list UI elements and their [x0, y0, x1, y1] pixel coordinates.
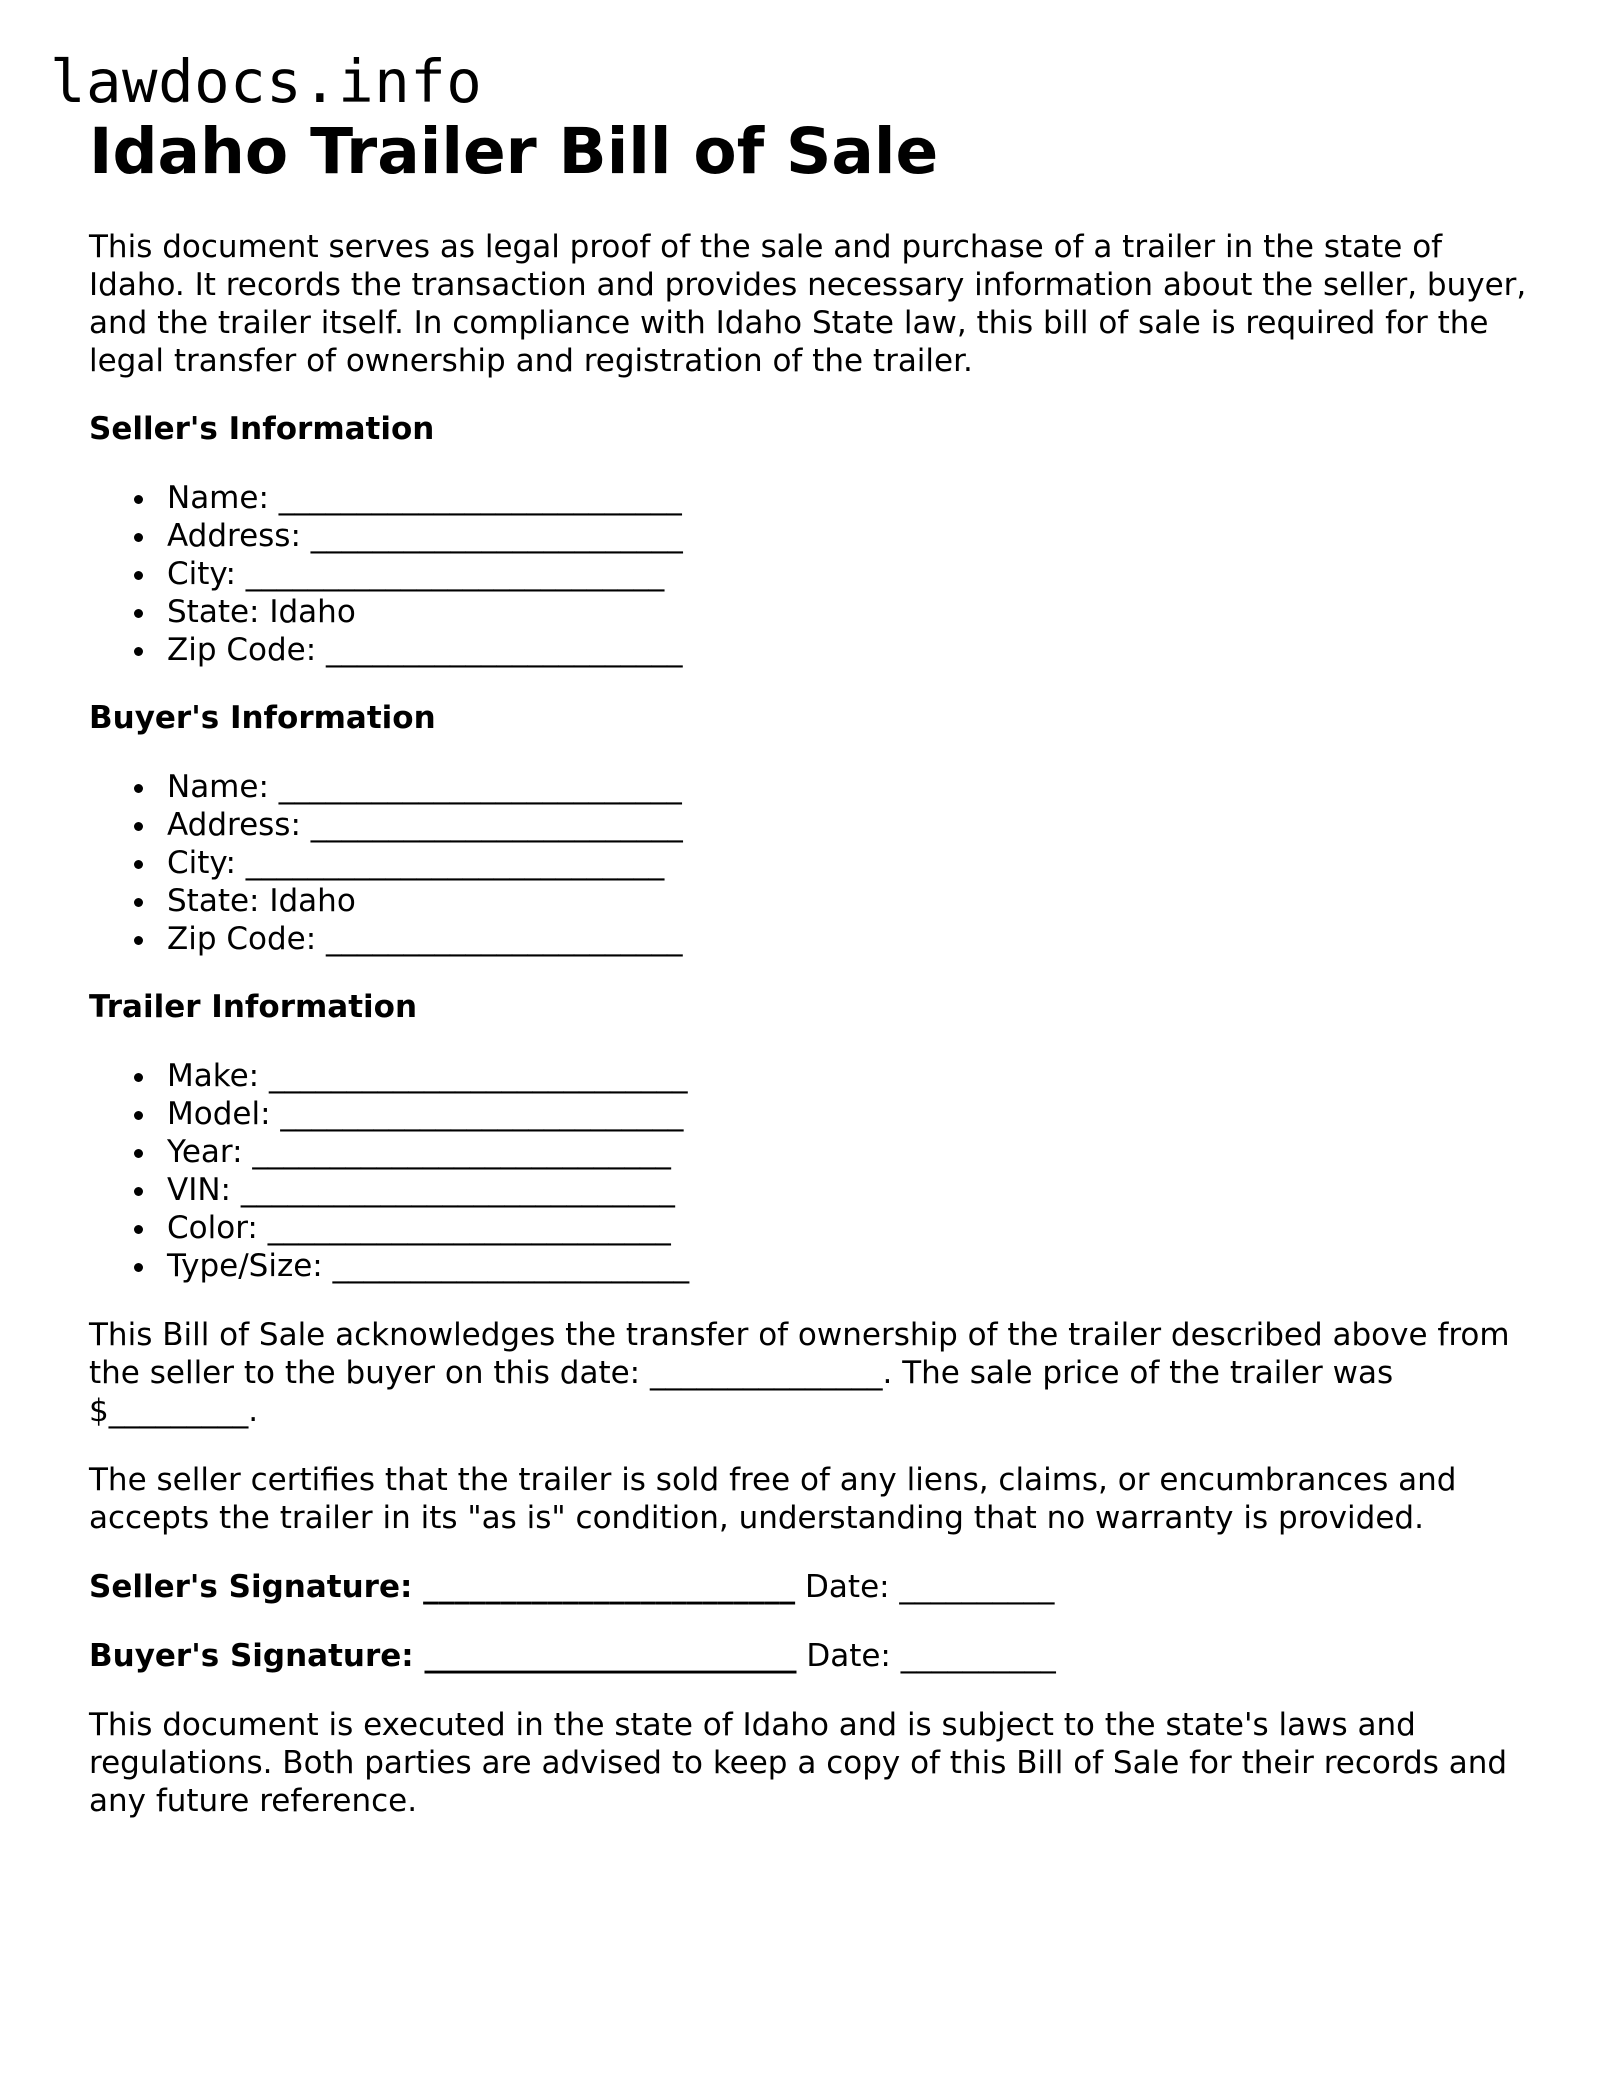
buyer-zip-field: Zip Code: _______________________ [89, 920, 1529, 958]
seller-address-field: Address: ________________________ [89, 517, 1529, 555]
seller-fields-list [89, 479, 1529, 669]
certification-paragraph: The seller certifies that the trailer is sold free of any liens, claims, or encumbrances and accepts the trailer in its "as is" condition, understanding that no warranty is provided. [89, 1462, 1457, 1536]
buyer-signature-line [89, 1637, 1529, 1675]
trailer-year-field: Year: ___________________________ [89, 1133, 1529, 1171]
buyer-signature-date: Date: __________ [796, 1638, 1056, 1674]
seller-city-field: City: ___________________________ [89, 555, 1529, 593]
trailer-color-field: Color: __________________________ [89, 1209, 1529, 1247]
seller-heading: Seller's Information [89, 411, 435, 447]
buyer-address-field: Address: ________________________ [89, 806, 1529, 844]
buyer-name-field: Name: __________________________ [89, 768, 1529, 806]
trailer-type-size-field: Type/Size: _______________________ [89, 1247, 1529, 1285]
document-title: Idaho Trailer Bill of Sale [89, 115, 939, 188]
seller-signature-label: Seller's Signature: ________________________ [89, 1569, 796, 1605]
transfer-paragraph: This Bill of Sale acknowledges the transfer of ownership of the trailer described above from the seller to the buyer on this date: _______________. The sale price of the trailer was $_________. [89, 1317, 1510, 1429]
seller-name-field: Name: __________________________ [89, 479, 1529, 517]
buyer-heading: Buyer's Information [89, 700, 436, 736]
buyer-signature-label: Buyer's Signature: ________________________ [89, 1638, 797, 1674]
buyer-state-field: State: Idaho [89, 882, 1529, 920]
seller-zip-field: Zip Code: _______________________ [89, 631, 1529, 669]
trailer-heading: Trailer Information [89, 989, 418, 1025]
closing-paragraph: This document is executed in the state of Idaho and is subject to the state's laws and regulations. Both parties are advised to keep a copy of this Bill of Sale for their records and any future reference. [89, 1707, 1508, 1819]
intro-paragraph: This document serves as legal proof of the sale and purchase of a trailer in the state of Idaho. It records the transaction and provides necessary information about the seller, buyer, and the trailer itself. In compliance with Idaho State law, this bill of sale is required for the legal transfer of ownership and registration of the trailer. [89, 229, 1527, 379]
site-watermark: lawdocs.info [50, 47, 483, 116]
buyer-city-field: City: ___________________________ [89, 844, 1529, 882]
seller-state-field: State: Idaho [89, 593, 1529, 631]
seller-signature-date: Date: __________ [795, 1569, 1055, 1605]
buyer-fields-list [89, 768, 1529, 958]
document-body [89, 112, 1529, 1820]
trailer-fields-list [89, 1057, 1529, 1285]
trailer-vin-field: VIN: ____________________________ [89, 1171, 1529, 1209]
trailer-model-field: Model: __________________________ [89, 1095, 1529, 1133]
trailer-make-field: Make: ___________________________ [89, 1057, 1529, 1095]
seller-signature-line [89, 1568, 1529, 1606]
